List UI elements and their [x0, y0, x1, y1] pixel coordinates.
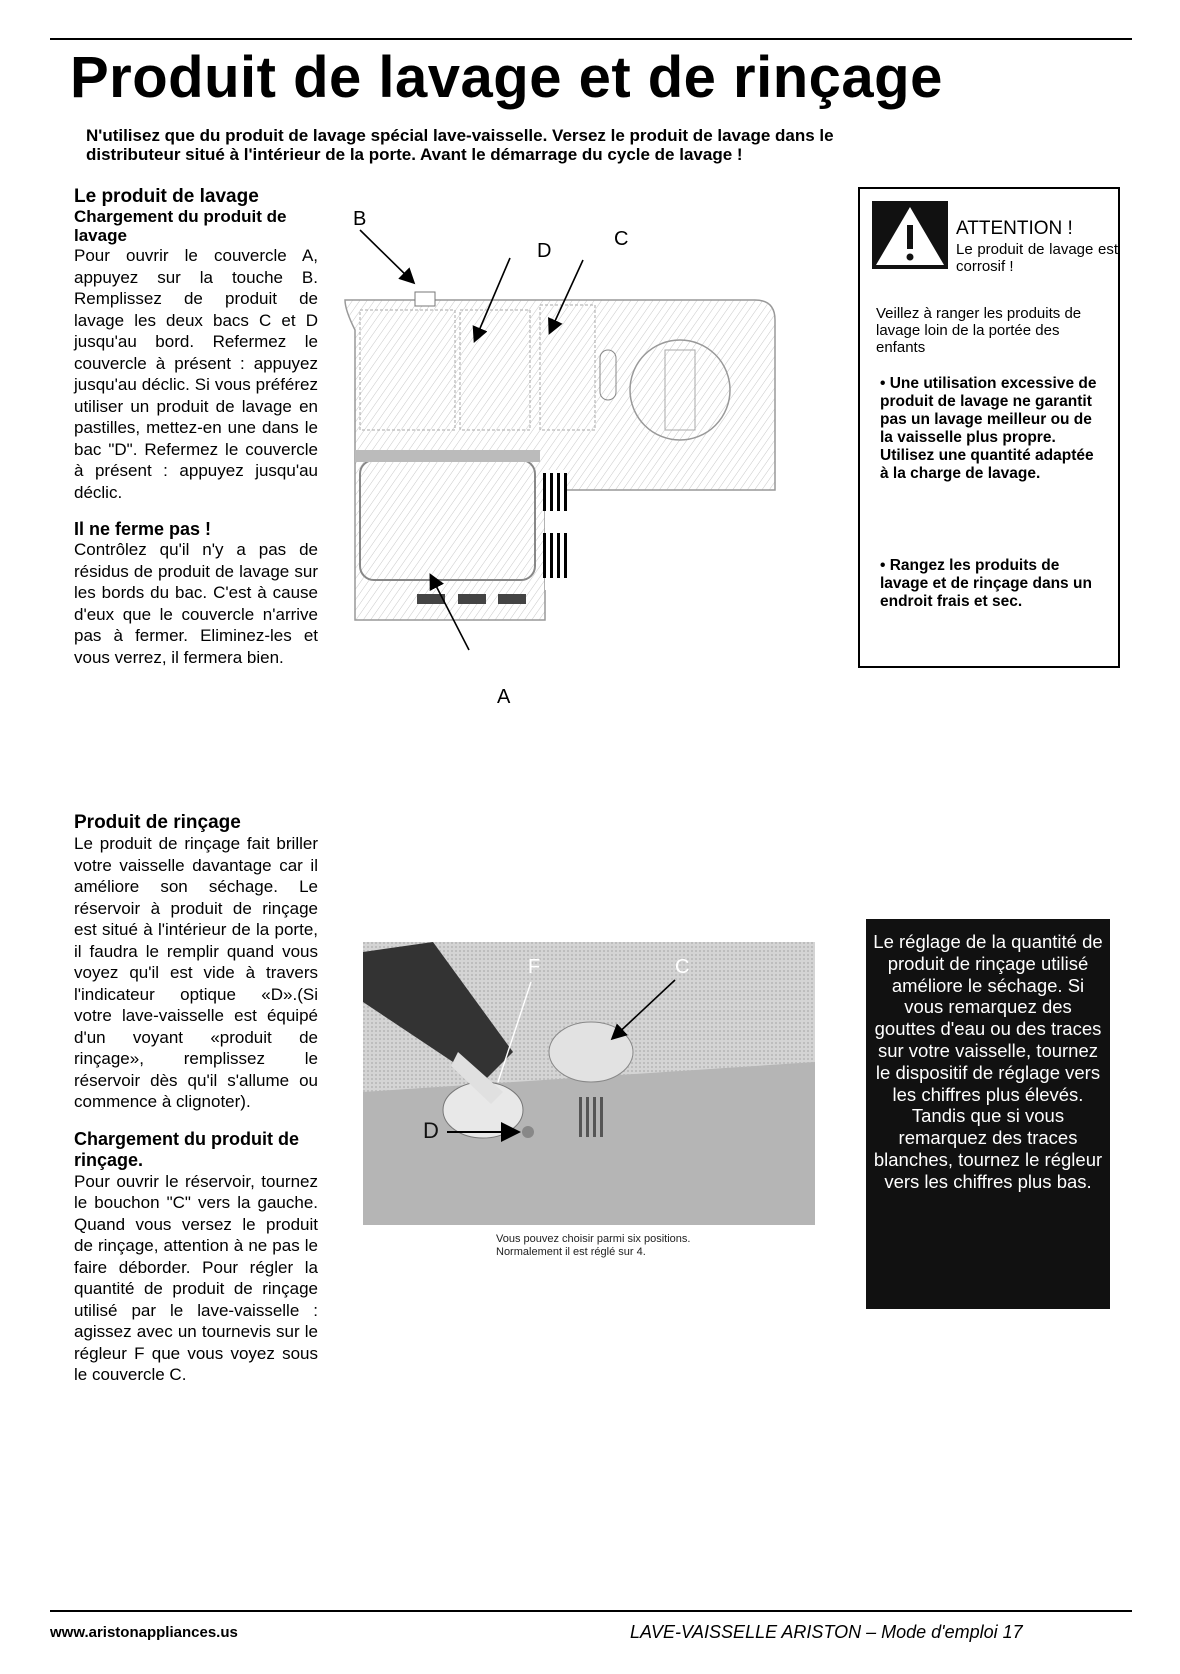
tip-part-2: Tandis que si vous remarquez des traces blanches, tournez le régleur vers les chiffres plus bas. — [873, 1105, 1103, 1192]
button-b — [415, 292, 435, 306]
rinse-loading-subheading: Chargement du produit de rinçage. — [74, 1128, 299, 1170]
photo-label-d: D — [423, 1118, 439, 1143]
dispenser-drawing — [335, 210, 825, 730]
label-b: B — [353, 210, 367, 230]
attention-bullet-2: • Rangez les produits de lavage et de rinçage dans un endroit frais et sec. — [880, 557, 1092, 610]
attention-header — [872, 201, 1118, 275]
attention-box — [858, 187, 1120, 668]
not-closing-subheading: Il ne ferme pas ! — [74, 519, 212, 539]
lid-hinge — [355, 450, 540, 462]
intro-paragraph: N'utilisez que du produit de lavage spécial lave-vaisselle. Versez le produit de lavage dans le distributeur situé à l'intérieur de la porte. Avant le démarrage du cycle de lavage ! — [86, 126, 834, 164]
not-closing-text: Contrôlez qu'il n'y a pas de résidus de produit de lavage sur les bords du bac. C'est à cause d'eux que le couvercle n'arrive pas à fermer. Eliminez-les et vous verrez, il fermera bien. — [74, 540, 318, 667]
dispenser-diagram — [335, 210, 825, 730]
detergent-heading: Le produit de lavage — [74, 186, 259, 207]
rinse-text: Le produit de rinçage fait briller votre vaisselle davantage car il améliore son séchage. Le réservoir à produit de rinçage est situé à l'intérieur de la porte, il faudra le remplir quand vous voyez qu'il est vide à travers l'indicateur optique «D».(Si votre lave-vaisselle est équipé d'un voyant «produit de rinçage», remplissez le réservoir dès qu'il s'allume ou commence à clignoter). — [74, 834, 318, 1111]
latch-3 — [498, 594, 526, 604]
detergent-loading-subheading: Chargement du produit de lavage — [74, 207, 287, 245]
footer-url[interactable]: www.aristonappliances.us — [50, 1624, 238, 1641]
photo-label-f: F — [528, 956, 541, 978]
arrow-b — [360, 230, 413, 282]
rinse-loading-text: Pour ouvrir le réservoir, tournez le bouchon "C" vers la gauche. Quand vous versez le produit de rinçage, attention à ne pas le faire déborder. Pour régler la quantité de produit de rinçage utilisé par le lave-vaisselle : agissez avec un tournevis sur le régleur F que vous voyez sous le couvercle C. — [74, 1171, 318, 1384]
rinse-heading: Produit de rinçage — [74, 812, 241, 833]
rinse-photo-drawing — [363, 942, 815, 1225]
rinse-section — [74, 812, 318, 1386]
label-a: A — [497, 686, 511, 708]
bottom-rule — [50, 1610, 1132, 1612]
vent-panel — [545, 470, 567, 590]
rinse-tip-box — [866, 919, 1110, 1309]
page-title: Produit de lavage et de rinçage — [70, 45, 943, 110]
photo-caption: Vous pouvez choisir parmi six positions. Normalement il est réglé sur 4. — [496, 1233, 691, 1258]
indicator-d — [522, 1126, 534, 1138]
attention-word: ATTENTION ! — [956, 218, 1073, 239]
warning-icon — [872, 201, 948, 269]
footer-manual-title: LAVE-VAISSELLE ARISTON – Mode d'emploi 17 — [630, 1622, 1023, 1642]
latch-2 — [458, 594, 486, 604]
tip-part-1: Le réglage de la quantité de produit de rinçage utilisé améliore le séchage. Si vous remarquez des gouttes d'eau ou des traces sur votre vaisselle, tournez le dispositif de réglage vers les chiffres plus élevés. — [873, 931, 1103, 1105]
label-d: D — [537, 240, 552, 262]
photo-label-c: C — [675, 956, 690, 978]
attention-keep-away: Veillez à ranger les produits de lavage loin de la portée des enfants — [876, 305, 1082, 356]
attention-bullet-1: • Une utilisation excessive de produit de lavage ne garantit pas un lavage meilleur ou de la vaisselle plus propre. Utilisez une quantité adaptée à la charge de lavage. — [880, 375, 1097, 482]
rinse-photo — [363, 942, 815, 1225]
top-rule — [50, 38, 1132, 40]
detergent-section — [74, 186, 318, 668]
label-c: C — [614, 228, 629, 250]
attention-warning: Le produit de lavage est corrosif ! — [956, 241, 1118, 275]
detergent-loading-text: Pour ouvrir le couvercle A, appuyez sur la touche B. Remplissez de produit de lavage les deux bacs C et D jusqu'au bord. Refermez le couvercle à présent : appuyez jusqu'au déclic. Si vous préférez utiliser un produit de lavage en pastilles, mettez-en une dans le bac "D". Refermez le couvercle à présent : appuyez jusqu'au déclic. — [74, 246, 318, 502]
